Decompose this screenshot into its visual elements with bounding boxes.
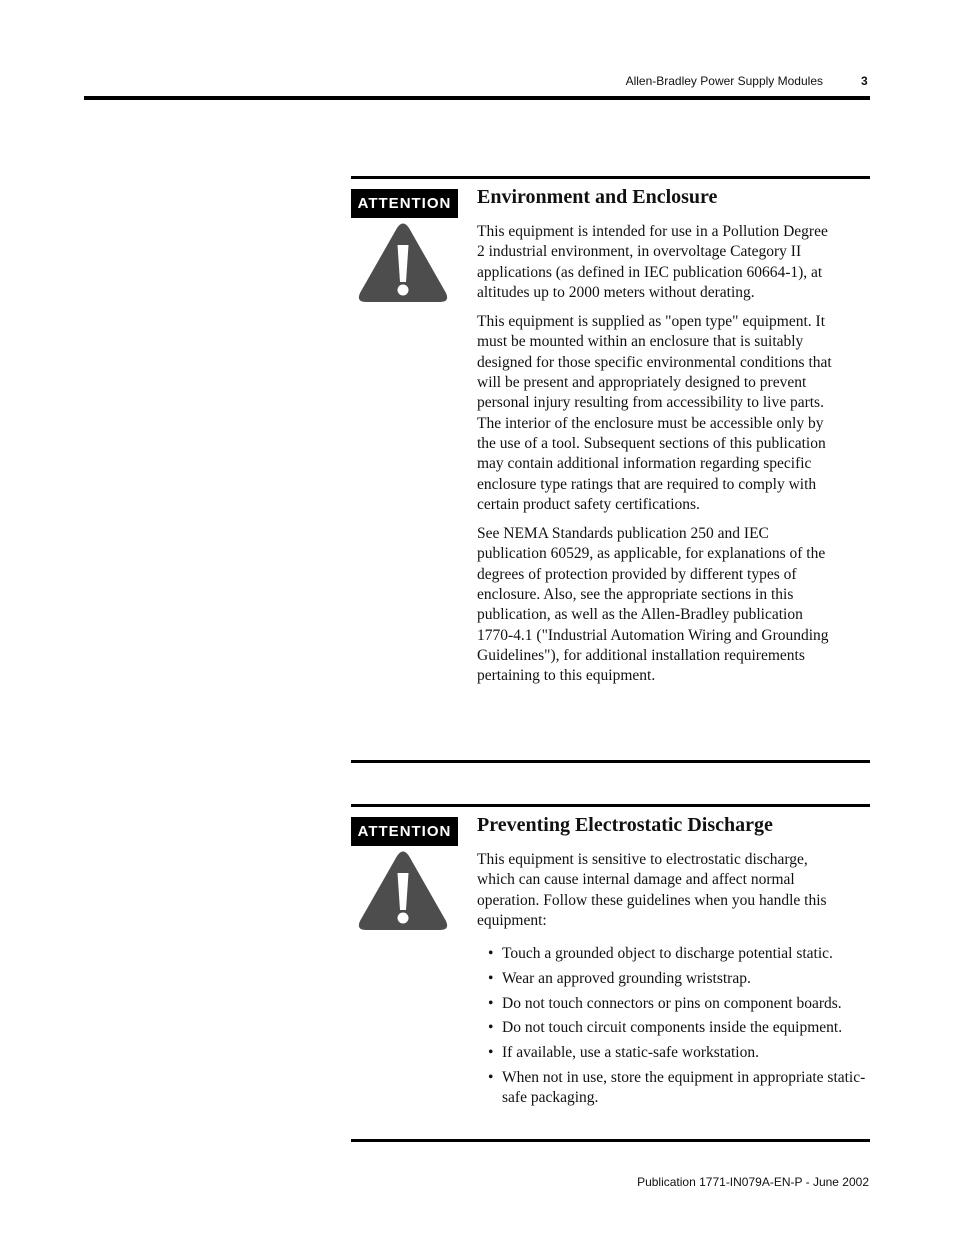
section-heading: Preventing Electrostatic Discharge bbox=[477, 814, 773, 836]
paragraph: See NEMA Standards publication 250 and IEC publication 60529, as applicable, for explanations of the degrees of protection provided by different types of enclosure. Also, see the appropriate sections in this publication, as well as the Allen-Bradley publication 1770-4.1 ("Industrial Automation Wiring and Grounding Guidelines"), for additional installation requirements pertaining to this equipment. bbox=[477, 525, 829, 685]
bullet-icon: • bbox=[488, 994, 494, 1012]
attention-content bbox=[477, 186, 832, 696]
list-item-text: Touch a grounded object to discharge potential static. bbox=[502, 945, 833, 963]
bullet-icon: • bbox=[488, 945, 494, 963]
list-item bbox=[477, 944, 872, 964]
paragraph: This equipment is sensitive to electrostatic discharge, which can cause internal damage and affect normal operation. Follow these guidelines when you handle this equipment: bbox=[477, 851, 827, 929]
attention-badge: ATTENTION bbox=[351, 817, 458, 846]
bullet-icon: • bbox=[488, 1043, 494, 1061]
guideline-list bbox=[477, 944, 872, 1108]
page-number: 3 bbox=[861, 74, 868, 88]
list-item bbox=[477, 1018, 872, 1038]
list-item-text: Do not touch circuit components inside the equipment. bbox=[502, 1019, 843, 1037]
box-bottom-rule bbox=[351, 760, 870, 763]
list-item bbox=[477, 1043, 872, 1063]
list-item-text: If available, use a static-safe workstation. bbox=[502, 1043, 759, 1061]
attention-badge: ATTENTION bbox=[351, 189, 458, 218]
header-rule bbox=[84, 96, 870, 100]
list-item-text: Do not touch connectors or pins on component boards. bbox=[502, 994, 842, 1012]
attention-box-environment bbox=[351, 176, 870, 766]
bullet-icon: • bbox=[488, 1068, 494, 1086]
list-item bbox=[477, 969, 872, 989]
bullet-icon: • bbox=[488, 1019, 494, 1037]
box-top-rule bbox=[351, 176, 870, 179]
paragraph: This equipment is supplied as "open type" equipment. It must be mounted within an enclosure that is suitably designed for those specific environmental conditions that will be present and appropriately designed to prevent personal injury resulting from accessibility to live parts. The interior of the enclosure must be accessible only by the use of a tool. Subsequent sections of this publication may contain additional information regarding specific enclosure type ratings that are required to comply with certain product safety certifications. bbox=[477, 313, 832, 513]
box-bottom-rule bbox=[351, 1139, 870, 1142]
attention-box-esd bbox=[351, 804, 870, 1144]
list-item bbox=[477, 1068, 877, 1109]
list-item-text: Wear an approved grounding wriststrap. bbox=[502, 969, 751, 987]
warning-triangle-icon bbox=[358, 850, 448, 932]
attention-content bbox=[477, 814, 866, 1113]
running-header-title: Allen-Bradley Power Supply Modules bbox=[625, 74, 823, 88]
bullet-icon: • bbox=[488, 969, 494, 987]
box-top-rule bbox=[351, 804, 870, 807]
section-heading: Environment and Enclosure bbox=[477, 186, 718, 208]
paragraph: This equipment is intended for use in a Pollution Degree 2 industrial environment, in overvoltage Category II applications (as defined in IEC publication 60664-1), at altitudes up to 2000 meters without derating. bbox=[477, 223, 828, 301]
list-item-text: When not in use, store the equipment in appropriate static-safe packaging. bbox=[502, 1068, 866, 1106]
publication-footer: Publication 1771-IN079A-EN-P - June 2002 bbox=[637, 1175, 869, 1189]
warning-triangle-icon bbox=[358, 222, 448, 304]
list-item bbox=[477, 994, 862, 1014]
